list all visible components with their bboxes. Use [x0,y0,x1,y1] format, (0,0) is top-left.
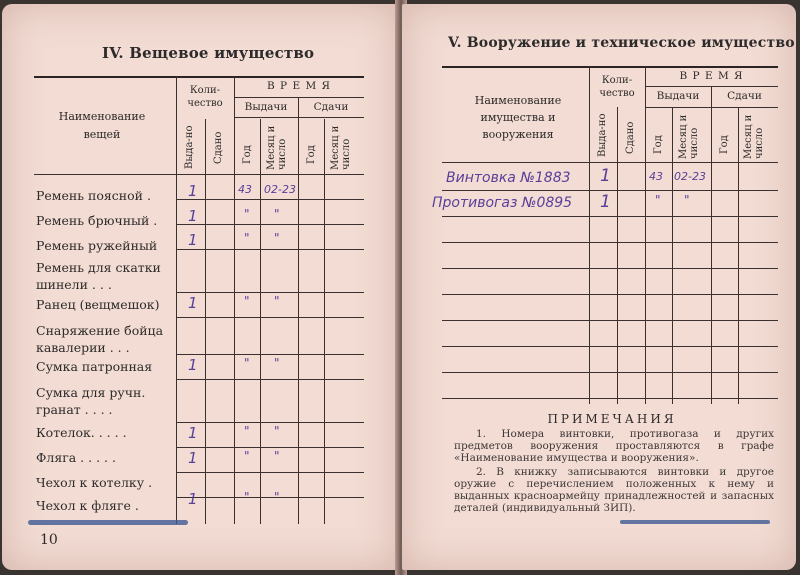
qty-cell: 1 [188,490,198,508]
month-day-cell: " [274,424,280,438]
time-header: В Р Е М Я [266,80,332,92]
list-item: Ранец (вещмешок) [36,297,160,312]
month-day-cell: " [274,207,280,221]
issue-month-header: Месяц и число [266,125,288,170]
issue-year-header: Год [242,145,253,164]
month-day-cell: " [274,449,280,463]
month-day-cell: " [274,231,280,245]
month-day-cell: " [274,294,280,308]
list-item: Ремень поясной . [36,188,151,203]
issue-year-header: Год [653,135,664,154]
table-top-rule [442,66,778,68]
year-cell: " [244,356,250,370]
list-item: Ремень брючный . [36,213,158,228]
year-cell: " [244,424,250,438]
year-cell: " [244,449,250,463]
month-day-cell: 02-23 [674,170,706,183]
qty-cell: 1 [600,192,611,212]
returned-col-header: Сдано [625,121,636,154]
return-month-header: Месяц и число [743,114,765,159]
list-item: Чехол к фляге . [36,498,139,513]
list-item: Фляга . . . . . [36,450,116,465]
month-day-cell: " [274,490,280,504]
qty-cell: 1 [188,356,198,374]
list-item: Ремень ружейный [36,238,158,253]
time-header: В Р Е М Я [679,70,744,82]
qty-cell: 1 [188,294,198,312]
left-page-title: IV. Вещевое имущество [102,44,315,62]
return-header: Сдачи [313,101,349,113]
list-item: Ремень для скатки шинели . . . [36,260,161,292]
year-cell: 43 [649,170,663,183]
notes-title: ПРИМЕЧАНИЯ [547,412,677,426]
name-column-header: Наименование имущества и вооружения [474,94,562,141]
issue-month-header: Месяц и число [678,114,700,159]
month-day-cell: " [274,356,280,370]
right-page-title: V. Вооружение и техническое имущество [448,35,795,51]
list-item: Сумка патронная [36,359,153,374]
quantity-header: Коли-чество [599,75,635,99]
return-header: Сдачи [727,90,762,102]
year-cell: " [244,294,250,308]
issue-header: Выдачи [244,101,288,113]
note-1: 1. Номера винтовки, противогаза и других предметов вооружения проставляются в графе «Наименование имущества и вооружения». [454,428,774,464]
note-2: 2. В книжку записываются винтовки и другое оружие с перечислением положенных к нему и выданных красноармейцу принадлежностей и запасных деталей (индивидуальный ЗИП). [454,466,774,514]
right-page [402,4,796,570]
list-item: Снаряжение бойца кавалерии . . . [36,323,164,355]
qty-cell: 1 [188,424,198,442]
page-number: 10 [40,532,58,548]
gas-mask-entry: Противогаз №0895 [432,195,573,211]
return-year-header: Год [719,135,730,154]
returned-col-header: Сдано [213,131,224,164]
issue-header: Выдачи [656,90,700,102]
return-month-header: Месяц и число [330,125,352,170]
left-page [2,4,398,570]
quantity-header: Коли-чество [187,85,223,109]
ink-smudge [28,520,188,525]
year-cell: " [244,231,250,245]
issued-col-header: Выда-но [597,113,608,157]
table-top-rule [34,76,364,78]
month-day-cell: 02-23 [264,183,296,196]
qty-cell: 1 [188,231,198,249]
year-cell: " [244,207,250,221]
list-item: Чехол к котелку . [36,475,153,490]
weapon-entry: Винтовка №1883 [446,170,571,186]
year-cell: " [655,193,661,207]
ink-smudge [620,520,770,524]
qty-cell: 1 [188,449,198,467]
qty-cell: 1 [600,166,611,186]
qty-cell: 1 [188,182,198,200]
return-year-header: Год [306,145,317,164]
year-cell: 43 [238,183,252,196]
name-column-header: Наименование вещей [58,110,146,141]
issued-col-header: Выда-но [184,125,195,169]
list-item: Сумка для ручн. гранат . . . . [36,385,146,417]
list-item: Котелок. . . . . [36,425,127,440]
month-day-cell: " [684,193,690,207]
year-cell: " [244,490,250,504]
qty-cell: 1 [188,207,198,225]
